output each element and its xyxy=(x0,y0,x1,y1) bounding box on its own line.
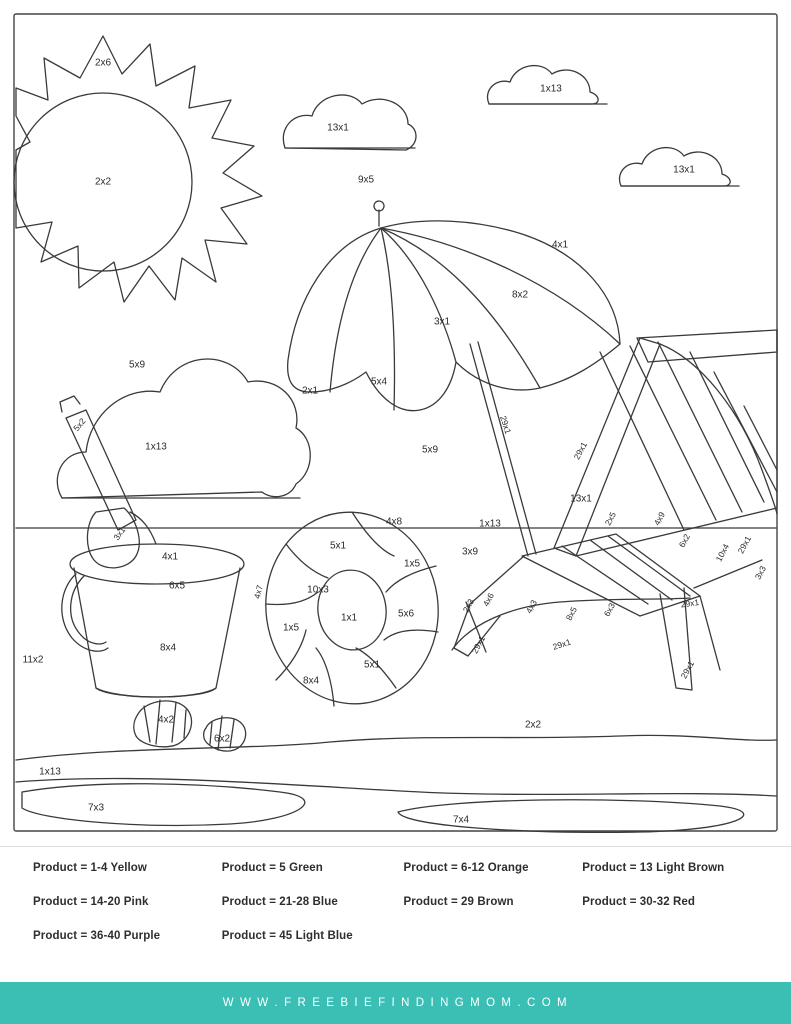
cell-label-sand-band-1x13: 1x13 xyxy=(479,518,501,530)
shovel xyxy=(60,396,139,568)
cell-label-shell-6x2: 6x2 xyxy=(213,733,231,745)
color-key-legend xyxy=(0,848,791,988)
cell-label-tube-5x1-bottom: 5x1 xyxy=(363,659,381,671)
cell-label-umbrella-panel-left: 2x1 xyxy=(301,385,319,397)
cell-label-chair-patch-13x1: 13x1 xyxy=(570,493,592,505)
cell-label-umbrella-panel-mid: 5x4 xyxy=(370,376,388,388)
cell-label-cloud-left-body: 1x13 xyxy=(145,441,167,453)
legend-item xyxy=(582,930,761,942)
cell-label-cloud-upper-mid: 13x1 xyxy=(327,122,349,134)
legend-item: Product = 1-4 Yellow xyxy=(33,862,147,874)
legend-row xyxy=(30,896,761,908)
cell-label-tube-upper: 4x8 xyxy=(385,516,403,528)
legend-row xyxy=(30,862,761,874)
cell-label-umbrella-panel-center: 3x1 xyxy=(433,316,451,328)
cell-label-leaf-8x5: 8x5 xyxy=(563,605,579,623)
legend-item: Product = 13 Light Brown xyxy=(582,862,725,874)
cell-label-shovel-blade: 3x1 xyxy=(111,525,128,543)
cell-label-shore-1x13: 1x13 xyxy=(39,766,61,778)
cell-label-tube-5x6: 5x6 xyxy=(397,608,415,620)
cell-label-chair-leg-29x1: 29x1 xyxy=(680,597,700,610)
cell-label-water-7x4: 7x4 xyxy=(452,814,470,826)
cell-label-tube-1x1: 1x1 xyxy=(340,612,358,624)
cell-label-sand-left: 11x2 xyxy=(22,654,44,666)
legend-item: Product = 14-20 Pink xyxy=(33,896,149,908)
cell-label-shell-4x2: 4x2 xyxy=(157,714,175,726)
cell-label-chair-stripe-4x9: 4x9 xyxy=(651,510,667,528)
cell-label-cloud-left-lower: 5x9 xyxy=(128,359,146,371)
sun xyxy=(14,36,262,302)
cell-label-chair-stripe-2x5: 2x5 xyxy=(602,510,618,528)
cell-label-towel-4x7: 4x7 xyxy=(251,583,265,600)
cell-label-cloud-top-right: 1x13 xyxy=(540,83,562,95)
legend-divider xyxy=(0,846,791,847)
cloud-upper-middle xyxy=(283,95,416,150)
legend-item: Product = 29 Brown xyxy=(403,896,514,908)
cell-label-leaf-6x3: 6x3 xyxy=(601,601,617,619)
legend-item: Product = 5 Green xyxy=(221,862,323,874)
cell-label-leaf-2x3: 2x3 xyxy=(460,597,476,615)
cloud-left-lower xyxy=(57,359,310,498)
legend-item: Product = 30-32 Red xyxy=(582,896,696,908)
cell-label-water-7x3: 7x3 xyxy=(87,802,105,814)
cell-label-chair-strap-1: 29x1 xyxy=(571,440,590,462)
lounge-chair xyxy=(454,330,777,690)
cell-label-sand-mound-4x1: 4x1 xyxy=(161,551,179,563)
website-url: W W W . F R E E B I E F I N D I N G M O M . C O M xyxy=(222,997,569,1009)
cell-label-tube-8x4: 8x4 xyxy=(302,675,320,687)
cell-label-sun-ray-top: 2x6 xyxy=(94,57,112,69)
legend-item: Product = 6-12 Orange xyxy=(403,862,529,874)
cell-label-sand-right: 2x2 xyxy=(524,719,542,731)
cell-label-chair-stripe-6x2: 6x2 xyxy=(676,532,692,550)
cell-label-bucket-rim: 6x5 xyxy=(168,580,186,592)
cell-label-leaf-4x3: 4x3 xyxy=(523,598,539,616)
sand-bucket xyxy=(62,512,244,697)
legend-item: Product = 36-40 Purple xyxy=(33,930,161,942)
legend-row xyxy=(30,930,761,942)
cell-label-tube-1x5-left: 1x5 xyxy=(282,622,300,634)
cell-label-chair-stripe-10x4: 10x4 xyxy=(713,542,732,564)
cell-number-labels xyxy=(23,58,769,826)
legend-item: Product = 45 Light Blue xyxy=(221,930,353,942)
cell-label-umbrella-panel-right: 4x1 xyxy=(551,239,569,251)
cell-label-tube-10x3: 10x3 xyxy=(307,584,329,596)
cell-label-sun-body: 2x2 xyxy=(94,176,112,188)
legend-item: Product = 21-28 Blue xyxy=(221,896,338,908)
cell-label-leg-29x1-c: 29x1 xyxy=(551,636,573,652)
cell-label-tube-5x1-top: 5x1 xyxy=(329,540,347,552)
cell-label-shovel-handle: 5x2 xyxy=(71,416,88,434)
cell-label-leaf-4x6: 4x6 xyxy=(480,591,496,609)
cell-label-sky-upper: 9x5 xyxy=(357,174,375,186)
cell-label-umbrella-pole: 29x1 xyxy=(498,414,514,436)
cell-label-chair-leg-back: 29x1 xyxy=(678,659,697,681)
cell-label-sand-band-3x9: 3x9 xyxy=(461,546,479,558)
cell-label-chair-stripe-3x3: 3x3 xyxy=(752,564,768,582)
cell-label-sky-lower: 5x9 xyxy=(421,444,439,456)
site-footer-bar xyxy=(0,982,791,1024)
cell-label-tube-1x5: 1x5 xyxy=(403,558,421,570)
inner-tube xyxy=(253,501,450,715)
cell-label-chair-stripe-29x1b: 29x1 xyxy=(735,534,754,556)
cell-label-leg-29x1-b: 29x1 xyxy=(469,634,488,656)
cell-label-umbrella-panel-right2: 8x2 xyxy=(511,289,529,301)
cell-label-cloud-right-mid: 13x1 xyxy=(673,164,695,176)
water-pools xyxy=(22,784,744,833)
legend-item xyxy=(401,930,583,942)
cell-label-bucket-body: 8x4 xyxy=(159,642,177,654)
